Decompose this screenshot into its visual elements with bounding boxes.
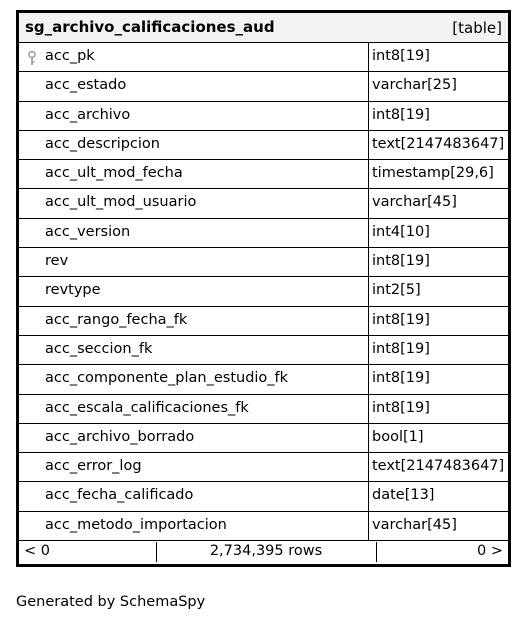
column-row[interactable] (19, 277, 508, 306)
column-name: acc_descripcion (45, 135, 160, 152)
key-icon (28, 51, 36, 66)
column-row[interactable] (19, 189, 508, 218)
column-name: acc_estado (45, 77, 127, 94)
column-type: int8[19] (372, 48, 430, 64)
column-name: acc_version (45, 223, 131, 240)
footer-prev: < 0 (24, 543, 50, 559)
column-row[interactable] (19, 395, 508, 424)
column-row[interactable] (19, 365, 508, 394)
column-name: acc_ult_mod_fecha (45, 165, 183, 182)
column-row[interactable] (19, 43, 508, 72)
column-divider (368, 72, 369, 100)
column-row[interactable] (19, 160, 508, 189)
column-row[interactable] (19, 131, 508, 160)
footer-next: 0 > (477, 543, 503, 559)
column-name: acc_fecha_calificado (45, 487, 194, 504)
generated-by-note: Generated by SchemaSpy (16, 594, 206, 610)
column-row[interactable] (19, 453, 508, 482)
column-type: int8[19] (372, 106, 430, 123)
column-type: int8[19] (372, 399, 430, 416)
column-divider (368, 160, 369, 188)
column-row[interactable] (19, 336, 508, 365)
column-divider (368, 482, 369, 510)
table-kind: [table] (452, 19, 502, 37)
column-type: int8[19] (372, 370, 430, 387)
column-row[interactable] (19, 248, 508, 277)
table-header (19, 13, 508, 43)
column-divider (368, 307, 369, 335)
column-divider (368, 102, 369, 130)
column-name: acc_componente_plan_estudio_fk (45, 370, 289, 387)
table-name: sg_archivo_calificaciones_aud (25, 18, 275, 36)
column-type: varchar[45] (372, 194, 457, 211)
column-type: int8[19] (372, 340, 430, 357)
column-name: acc_escala_calificaciones_fk (45, 399, 249, 416)
row-count: 2,734,395 rows (209, 543, 323, 559)
column-name: rev (45, 253, 69, 270)
column-list (19, 43, 508, 541)
column-row[interactable] (19, 424, 508, 453)
footer-divider (376, 542, 377, 562)
column-name: acc_pk (45, 48, 95, 64)
column-divider (368, 277, 369, 305)
column-type: int8[19] (372, 253, 430, 270)
column-row[interactable] (19, 307, 508, 336)
column-type: int8[19] (372, 311, 430, 328)
column-type: bool[1] (372, 428, 424, 445)
table-node[interactable] (16, 10, 511, 567)
column-type: int4[10] (372, 223, 430, 240)
column-type: timestamp[29,6] (372, 165, 494, 182)
column-type: text[2147483647] (372, 458, 505, 475)
column-divider (368, 395, 369, 423)
column-row[interactable] (19, 512, 508, 541)
column-row[interactable] (19, 482, 508, 511)
column-row[interactable] (19, 102, 508, 131)
column-divider (368, 336, 369, 364)
column-row[interactable] (19, 72, 508, 101)
column-name: acc_rango_fecha_fk (45, 311, 188, 328)
column-row[interactable] (19, 219, 508, 248)
column-name: acc_ult_mod_usuario (45, 194, 197, 211)
column-name: acc_seccion_fk (45, 340, 153, 357)
column-divider (368, 365, 369, 393)
column-divider (368, 189, 369, 217)
column-name: acc_error_log (45, 458, 142, 475)
column-divider (368, 424, 369, 452)
column-divider (368, 512, 369, 540)
column-divider (368, 453, 369, 481)
column-name: acc_metodo_importacion (45, 516, 227, 533)
column-name: acc_archivo (45, 106, 131, 123)
column-divider (368, 131, 369, 159)
table-footer (19, 541, 508, 564)
column-type: varchar[45] (372, 516, 457, 533)
column-divider (368, 43, 369, 71)
column-type: text[2147483647] (372, 135, 505, 152)
column-name: revtype (45, 282, 101, 299)
column-type: date[13] (372, 487, 435, 504)
column-type: varchar[25] (372, 77, 457, 94)
column-divider (368, 248, 369, 276)
column-type: int2[5] (372, 282, 421, 299)
column-name: acc_archivo_borrado (45, 428, 195, 445)
column-divider (368, 219, 369, 247)
